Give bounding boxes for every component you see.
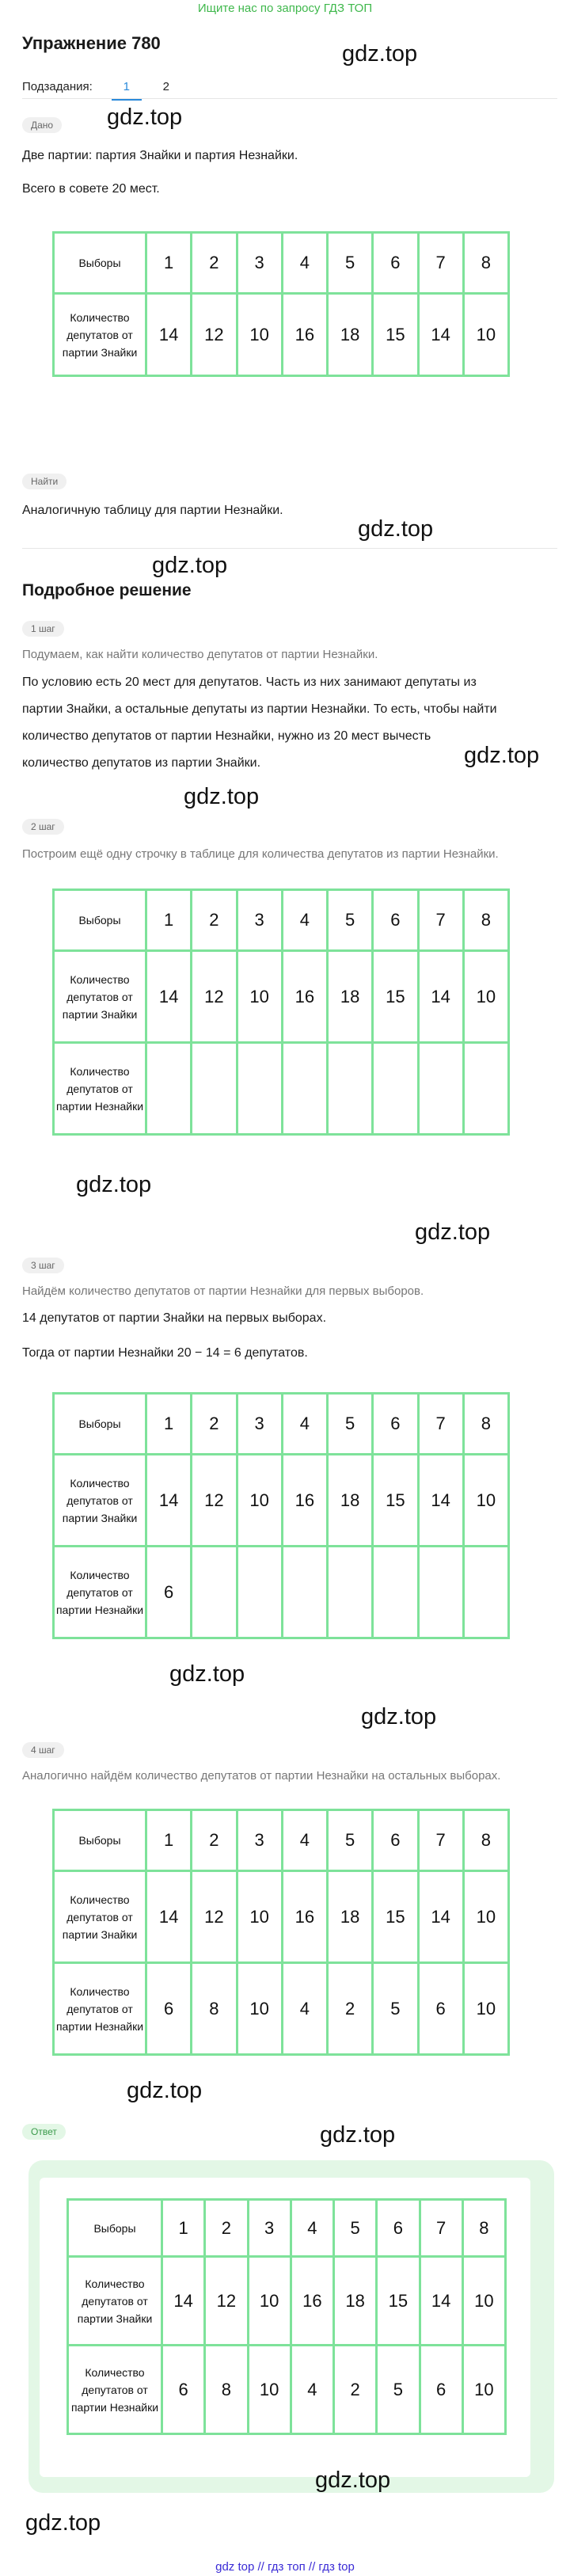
find-text: Аналогичную таблицу для партии Незнайки. bbox=[22, 504, 283, 517]
table-cell: 18 bbox=[334, 2257, 377, 2346]
table-cell: 4 bbox=[282, 1394, 327, 1455]
table-cell: 15 bbox=[373, 951, 418, 1043]
given-table bbox=[52, 231, 510, 377]
table-head-cell: Выборы bbox=[54, 1394, 146, 1455]
step-badge: 3 шаг bbox=[22, 1258, 64, 1273]
row-label-znayka: Количество депутатов от партии Знайки bbox=[68, 2257, 162, 2346]
table-cell bbox=[328, 1547, 373, 1638]
table-head-cell: Выборы bbox=[54, 1810, 146, 1871]
watermark: gdz.top bbox=[76, 1172, 152, 1197]
step-text: По условию есть 20 мест для депутатов. Часть из них занимают депутаты из bbox=[22, 675, 477, 689]
table-cell: 10 bbox=[237, 1871, 282, 1963]
watermark: gdz.top bbox=[361, 1704, 437, 1729]
watermark: gdz.top bbox=[320, 2122, 396, 2148]
table-cell: 3 bbox=[237, 890, 282, 951]
table-cell: 16 bbox=[282, 1871, 327, 1963]
table-cell bbox=[373, 1043, 418, 1135]
watermark: gdz.top bbox=[152, 553, 228, 578]
table-cell: 10 bbox=[237, 1455, 282, 1547]
table-cell: 15 bbox=[373, 294, 418, 376]
table-cell bbox=[237, 1547, 282, 1638]
table-cell: 14 bbox=[146, 1871, 192, 1963]
solution-table-3 bbox=[52, 1392, 510, 1639]
table-cell: 7 bbox=[420, 2200, 462, 2257]
table-cell: 12 bbox=[192, 951, 237, 1043]
table-cell: 16 bbox=[282, 294, 327, 376]
watermark: gdz.top bbox=[127, 2078, 203, 2103]
table-cell: 6 bbox=[162, 2346, 205, 2434]
divider bbox=[22, 548, 557, 549]
table-cell bbox=[418, 1547, 463, 1638]
table-cell: 14 bbox=[146, 294, 192, 376]
solution-heading: Подробное решение bbox=[22, 581, 192, 599]
step-badge: 2 шаг bbox=[22, 819, 64, 835]
table-cell: 15 bbox=[373, 1871, 418, 1963]
table-cell bbox=[418, 1043, 463, 1135]
answer-table bbox=[66, 2198, 507, 2435]
table-cell: 10 bbox=[237, 294, 282, 376]
table-cell: 10 bbox=[237, 1963, 282, 2055]
table-cell: 8 bbox=[463, 233, 508, 294]
table-cell: 4 bbox=[291, 2200, 333, 2257]
watermark: gdz.top bbox=[415, 1220, 491, 1245]
table-cell: 10 bbox=[463, 1963, 508, 2055]
subtasks-label: Подзадания: bbox=[22, 80, 93, 93]
table-cell: 8 bbox=[462, 2200, 505, 2257]
table-cell: 18 bbox=[328, 1455, 373, 1547]
table-cell: 1 bbox=[146, 890, 192, 951]
step-hint: Подумаем, как найти количество депутатов от партии Незнайки. bbox=[22, 648, 378, 661]
divider bbox=[22, 98, 557, 99]
table-cell: 5 bbox=[377, 2346, 420, 2434]
table-cell: 10 bbox=[463, 294, 508, 376]
watermark: gdz.top bbox=[342, 41, 418, 67]
watermark: gdz.top bbox=[464, 743, 540, 768]
table-cell: 14 bbox=[146, 951, 192, 1043]
watermark: gdz.top bbox=[25, 2510, 101, 2536]
row-label-znayka: Количество депутатов от партии Знайки bbox=[54, 1455, 146, 1547]
table-cell: 12 bbox=[205, 2257, 248, 2346]
table-cell: 15 bbox=[377, 2257, 420, 2346]
table-cell: 6 bbox=[373, 233, 418, 294]
table-cell: 5 bbox=[328, 233, 373, 294]
table-cell bbox=[237, 1043, 282, 1135]
table-cell: 5 bbox=[328, 1394, 373, 1455]
given-line-2: Всего в совете 20 мест. bbox=[22, 182, 160, 196]
watermark: gdz.top bbox=[315, 2468, 391, 2493]
table-cell: 10 bbox=[463, 951, 508, 1043]
table-cell: 4 bbox=[282, 1810, 327, 1871]
table-cell bbox=[328, 1043, 373, 1135]
step-text: Тогда от партии Незнайки 20 − 14 = 6 депутатов. bbox=[22, 1346, 308, 1360]
watermark: gdz.top bbox=[107, 105, 183, 130]
table-cell: 10 bbox=[463, 1871, 508, 1963]
tab-subtask-1[interactable]: 1 bbox=[112, 80, 142, 101]
table-cell: 2 bbox=[192, 1810, 237, 1871]
table-cell: 18 bbox=[328, 951, 373, 1043]
subtasks-bar bbox=[22, 73, 175, 101]
table-cell bbox=[282, 1547, 327, 1638]
table-cell: 14 bbox=[418, 951, 463, 1043]
step-badge: 1 шаг bbox=[22, 621, 64, 637]
table-cell: 7 bbox=[418, 233, 463, 294]
table-cell: 16 bbox=[282, 951, 327, 1043]
watermark: gdz.top bbox=[169, 1661, 245, 1687]
table-cell: 4 bbox=[291, 2346, 333, 2434]
step-badge: 4 шаг bbox=[22, 1742, 64, 1758]
table-cell: 14 bbox=[420, 2257, 462, 2346]
table-cell: 4 bbox=[282, 890, 327, 951]
solution-table-4 bbox=[52, 1809, 510, 2056]
table-cell: 10 bbox=[463, 1455, 508, 1547]
table-cell: 3 bbox=[248, 2200, 291, 2257]
table-cell: 5 bbox=[328, 1810, 373, 1871]
table-cell: 10 bbox=[237, 951, 282, 1043]
table-cell: 2 bbox=[328, 1963, 373, 2055]
table-cell: 7 bbox=[418, 1810, 463, 1871]
table-cell: 1 bbox=[146, 233, 192, 294]
table-cell: 2 bbox=[192, 233, 237, 294]
table-cell: 1 bbox=[146, 1394, 192, 1455]
watermark: gdz.top bbox=[184, 784, 260, 809]
table-cell: 12 bbox=[192, 1455, 237, 1547]
table-cell: 6 bbox=[373, 1394, 418, 1455]
table-cell: 1 bbox=[162, 2200, 205, 2257]
table-cell: 15 bbox=[373, 1455, 418, 1547]
table-cell bbox=[282, 1043, 327, 1135]
step-text: 14 депутатов от партии Знайки на первых выборах. bbox=[22, 1311, 327, 1325]
table-cell: 8 bbox=[192, 1963, 237, 2055]
table-cell: 3 bbox=[237, 233, 282, 294]
table-head-cell: Выборы bbox=[54, 890, 146, 951]
table-cell bbox=[146, 1043, 192, 1135]
table-cell: 12 bbox=[192, 294, 237, 376]
table-cell: 16 bbox=[282, 1455, 327, 1547]
table-cell: 5 bbox=[328, 890, 373, 951]
table-cell: 2 bbox=[192, 890, 237, 951]
find-badge: Найти bbox=[22, 474, 66, 489]
table-cell bbox=[192, 1547, 237, 1638]
table-head-cell: Выборы bbox=[54, 233, 146, 294]
table-cell: 18 bbox=[328, 1871, 373, 1963]
row-label-neznayka: Количество депутатов от партии Незнайки bbox=[54, 1963, 146, 2055]
step-text: количество депутатов от партии Незнайки, нужно из 20 мест вычесть bbox=[22, 729, 431, 743]
step-hint: Построим ещё одну строчку в таблице для количества депутатов из партии Незнайки. bbox=[22, 847, 499, 861]
step-text: партии Знайки, а остальные депутаты из партии Незнайки. То есть, чтобы найти bbox=[22, 702, 497, 716]
given-badge: Дано bbox=[22, 117, 62, 133]
table-cell: 5 bbox=[334, 2200, 377, 2257]
solution-table-2 bbox=[52, 888, 510, 1136]
table-cell: 14 bbox=[146, 1455, 192, 1547]
table-cell: 16 bbox=[291, 2257, 333, 2346]
step-hint: Найдём количество депутатов от партии Незнайки для первых выборов. bbox=[22, 1284, 424, 1298]
table-cell: 6 bbox=[418, 1963, 463, 2055]
row-label-znayka: Количество депутатов от партии Знайки bbox=[54, 1871, 146, 1963]
table-cell: 7 bbox=[418, 890, 463, 951]
row-label-znayka: Количество депутатов от партии Знайки bbox=[54, 294, 146, 376]
given-line-1: Две партии: партия Знайки и партия Незнайки. bbox=[22, 149, 298, 162]
table-cell: 6 bbox=[373, 890, 418, 951]
table-cell: 6 bbox=[420, 2346, 462, 2434]
row-label-neznayka: Количество депутатов от партии Незнайки bbox=[54, 1547, 146, 1638]
table-cell: 10 bbox=[248, 2257, 291, 2346]
table-cell: 14 bbox=[418, 294, 463, 376]
table-cell: 6 bbox=[373, 1810, 418, 1871]
table-cell: 10 bbox=[462, 2257, 505, 2346]
table-cell: 14 bbox=[418, 1455, 463, 1547]
table-cell: 1 bbox=[146, 1810, 192, 1871]
tab-subtask-2[interactable]: 2 bbox=[162, 80, 169, 93]
table-cell: 10 bbox=[462, 2346, 505, 2434]
table-cell: 4 bbox=[282, 1963, 327, 2055]
table-cell bbox=[463, 1547, 508, 1638]
footer-links[interactable]: gdz top // гдз топ // гдз top bbox=[215, 2560, 355, 2574]
table-cell bbox=[373, 1547, 418, 1638]
table-cell bbox=[463, 1043, 508, 1135]
table-cell: 10 bbox=[248, 2346, 291, 2434]
table-cell: 2 bbox=[334, 2346, 377, 2434]
table-cell: 4 bbox=[282, 233, 327, 294]
row-label-neznayka: Количество депутатов от партии Незнайки bbox=[54, 1043, 146, 1135]
table-cell: 8 bbox=[463, 1810, 508, 1871]
table-cell: 5 bbox=[373, 1963, 418, 2055]
table-cell: 8 bbox=[463, 890, 508, 951]
table-cell: 3 bbox=[237, 1810, 282, 1871]
step-hint: Аналогично найдём количество депутатов от партии Незнайки на остальных выборах. bbox=[22, 1769, 501, 1783]
step-text: количество депутатов из партии Знайки. bbox=[22, 756, 261, 770]
table-cell: 6 bbox=[146, 1547, 192, 1638]
table-cell: 6 bbox=[146, 1963, 192, 2055]
page-title: Упражнение 780 bbox=[22, 33, 161, 53]
table-cell: 3 bbox=[237, 1394, 282, 1455]
watermark: gdz.top bbox=[358, 516, 434, 542]
search-banner[interactable]: Ищите нас по запросу ГДЗ ТОП bbox=[197, 2, 373, 15]
table-cell: 14 bbox=[418, 1871, 463, 1963]
table-cell: 8 bbox=[463, 1394, 508, 1455]
table-cell: 8 bbox=[205, 2346, 248, 2434]
table-cell: 12 bbox=[192, 1871, 237, 1963]
table-cell bbox=[192, 1043, 237, 1135]
table-cell: 2 bbox=[192, 1394, 237, 1455]
table-cell: 18 bbox=[328, 294, 373, 376]
table-cell: 6 bbox=[377, 2200, 420, 2257]
table-cell: 7 bbox=[418, 1394, 463, 1455]
row-label-znayka: Количество депутатов от партии Знайки bbox=[54, 951, 146, 1043]
row-label-neznayka: Количество депутатов от партии Незнайки bbox=[68, 2346, 162, 2434]
table-head-cell: Выборы bbox=[68, 2200, 162, 2257]
table-cell: 14 bbox=[162, 2257, 205, 2346]
answer-badge: Ответ bbox=[22, 2124, 66, 2140]
table-cell: 2 bbox=[205, 2200, 248, 2257]
